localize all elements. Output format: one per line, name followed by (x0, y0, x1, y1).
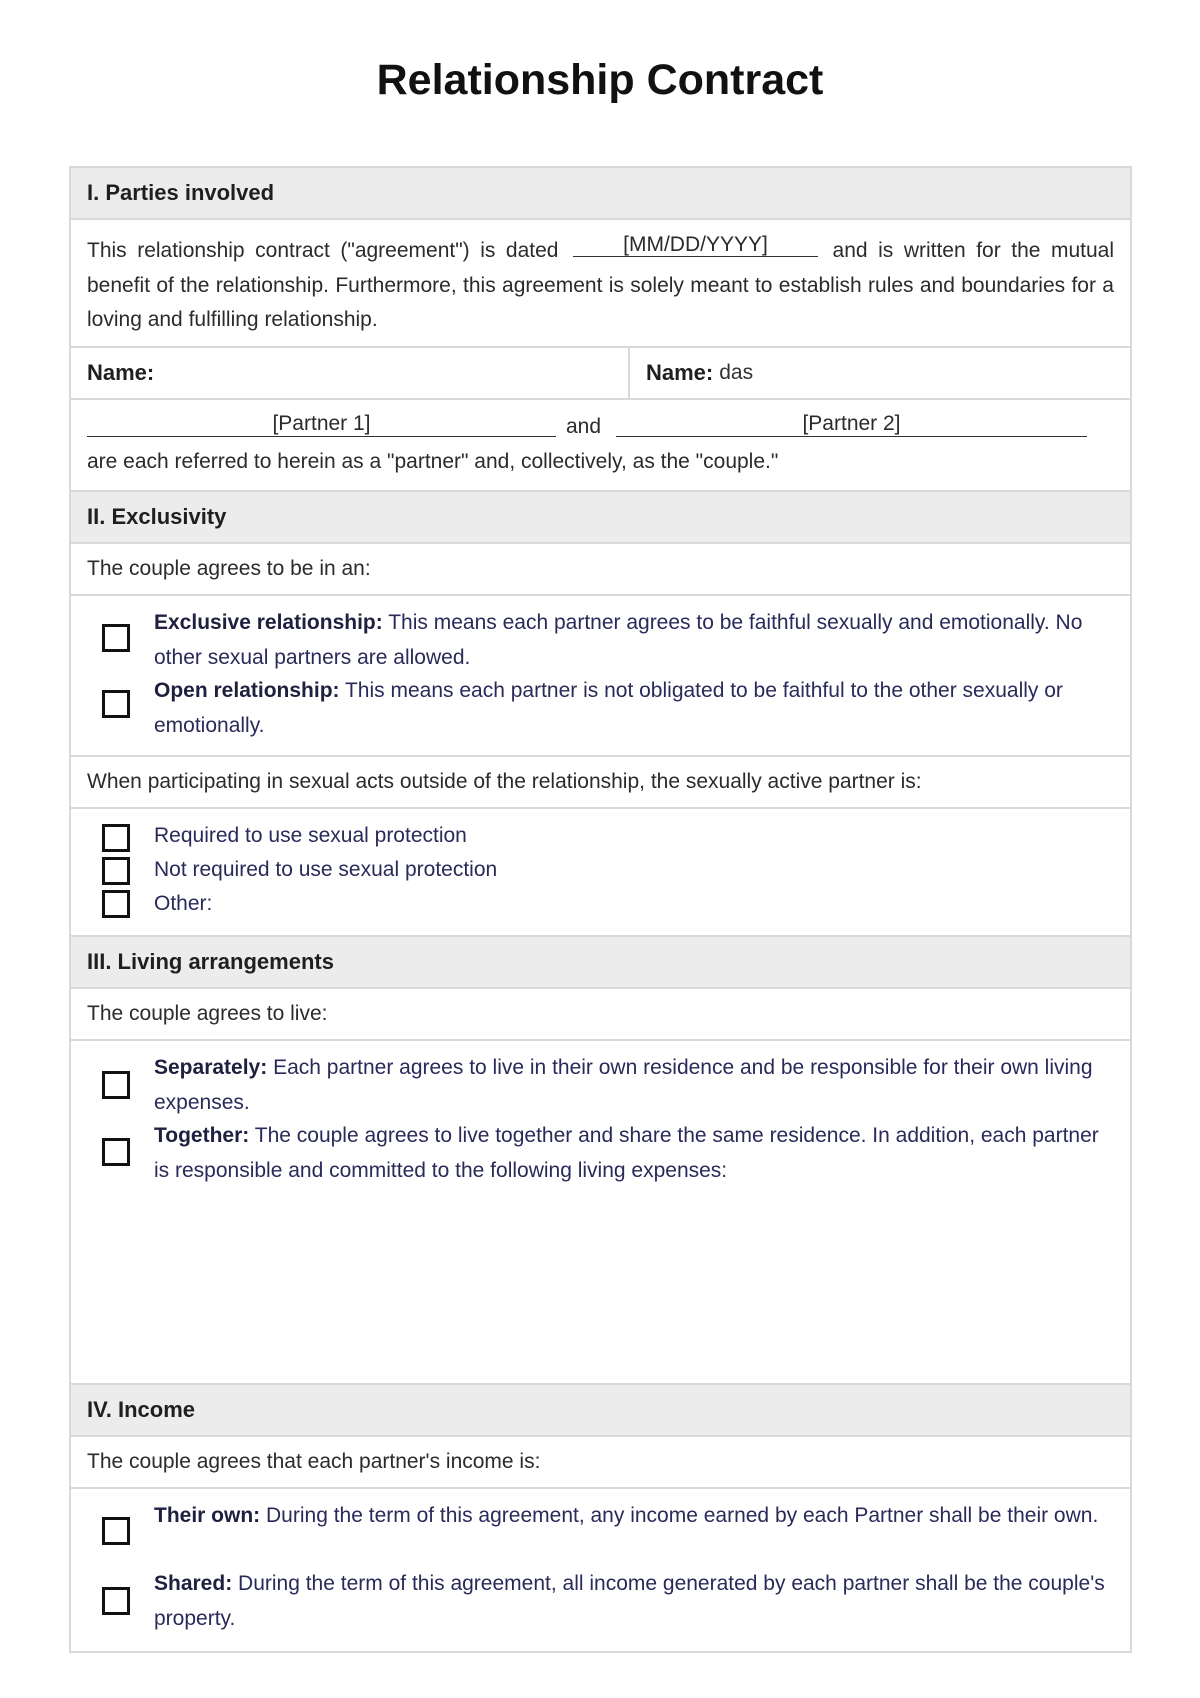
living-prompt: The couple agrees to live: (71, 989, 1130, 1041)
income-prompt: The couple agrees that each partner's income is: (71, 1437, 1130, 1489)
together-option-text (154, 1119, 1112, 1188)
exclusive-option-label: Exclusive relationship: (154, 611, 383, 634)
their-own-checkbox[interactable] (102, 1517, 130, 1545)
exclusivity-prompt: The couple agrees to be in an: (71, 544, 1130, 596)
exclusive-option-text (154, 606, 1112, 675)
their-own-option-label: Their own: (154, 1504, 261, 1527)
partner1-field[interactable]: [Partner 1] (87, 412, 556, 437)
section-heading-exclusivity: II. Exclusivity (71, 492, 1130, 544)
shared-checkbox[interactable] (102, 1587, 130, 1615)
separately-option-label: Separately: (154, 1056, 268, 1079)
open-option-label: Open relationship: (154, 679, 340, 702)
protection-required-checkbox[interactable] (102, 824, 130, 852)
protection-prompt: When participating in sexual acts outside of the relationship, the sexually active partner is: (71, 757, 1130, 809)
intro-before-text: This relationship contract ("agreement") is dated (87, 239, 559, 262)
names-row (71, 348, 1130, 400)
partner2-field[interactable]: [Partner 2] (616, 412, 1087, 437)
separately-option-desc: Each partner agrees to live in their own residence and be responsible for their own living expenses. (154, 1056, 1093, 1114)
protection-not-required-label: Not required to use sexual protection (154, 858, 498, 881)
partners-row (71, 400, 1130, 492)
name1-label: Name: (87, 360, 155, 385)
section-heading-living: III. Living arrangements (71, 937, 1130, 989)
name2-field[interactable]: das (719, 361, 754, 384)
protection-options (71, 809, 1130, 937)
protection-other-label: Other: (154, 892, 213, 915)
shared-option-text (154, 1567, 1112, 1636)
living-options (71, 1041, 1130, 1385)
exclusivity-options (71, 596, 1130, 757)
contract-form (69, 166, 1132, 1653)
shared-option-label: Shared: (154, 1572, 233, 1595)
refer-text: are each referred to herein as a "partner" and, collectively, as the "couple." (87, 450, 779, 473)
page-title: Relationship Contract (376, 56, 824, 104)
and-text: and (566, 415, 602, 438)
open-checkbox[interactable] (102, 690, 130, 718)
name1-cell[interactable] (71, 348, 630, 398)
protection-required-label: Required to use sexual protection (154, 824, 467, 847)
name2-cell[interactable] (630, 348, 753, 398)
section-heading-parties: I. Parties involved (71, 168, 1130, 220)
together-option-label: Together: (154, 1124, 250, 1147)
date-field[interactable]: [MM/DD/YYYY] (573, 234, 818, 257)
exclusive-option-desc: This means each partner agrees to be faithful sexually and emotionally. No other sexual partners are allowed. (154, 611, 1083, 669)
shared-option-desc: During the term of this agreement, all income generated by each partner shall be the couple's property. (154, 1572, 1105, 1630)
section-heading-income: IV. Income (71, 1385, 1130, 1437)
separately-option-text (154, 1051, 1112, 1120)
protection-not-required-checkbox[interactable] (102, 857, 130, 885)
their-own-option-desc: During the term of this agreement, any income earned by each Partner shall be their own. (266, 1504, 1099, 1527)
parties-intro (71, 220, 1130, 348)
exclusive-checkbox[interactable] (102, 624, 130, 652)
their-own-option-text (154, 1499, 1112, 1534)
together-option-desc: The couple agrees to live together and share the same residence. In addition, each partner is responsible and committed to the following living expenses: (154, 1124, 1099, 1182)
open-option-desc: This means each partner is not obligated to be faithful to the other sexually or emotionally. (154, 679, 1063, 737)
together-checkbox[interactable] (102, 1138, 130, 1166)
income-options (71, 1489, 1130, 1651)
open-option-text (154, 674, 1112, 743)
separately-checkbox[interactable] (102, 1071, 130, 1099)
name2-label: Name: (646, 360, 714, 385)
protection-other-checkbox[interactable] (102, 890, 130, 918)
intro-after-text: and is written for the mutual benefit of the relationship. Furthermore, this agreement is solely meant to establish rules and boundaries for a loving and fulfilling relationship. (87, 239, 1115, 331)
